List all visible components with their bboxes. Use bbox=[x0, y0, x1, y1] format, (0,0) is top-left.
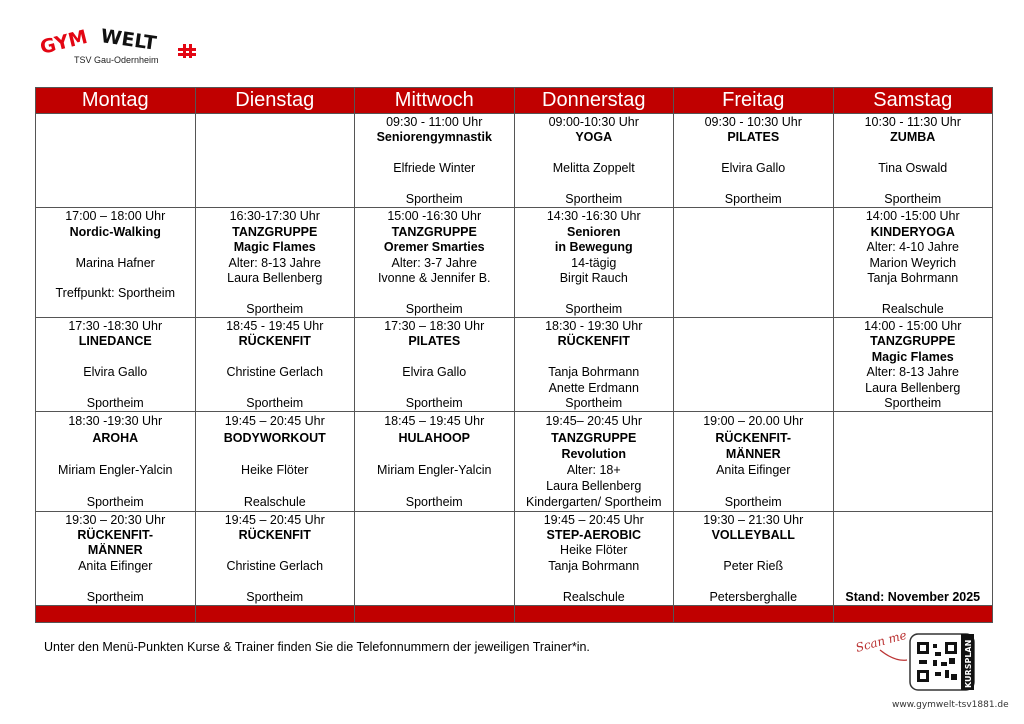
course-cell bbox=[514, 114, 674, 208]
course-detail: Melitta Zoppelt bbox=[552, 161, 635, 176]
empty-cell bbox=[195, 114, 355, 208]
course-detail bbox=[515, 146, 674, 161]
day-header-donnerstag: Donnerstag bbox=[514, 88, 674, 114]
course-cell bbox=[355, 208, 515, 318]
course-detail bbox=[196, 478, 355, 494]
course-detail bbox=[674, 146, 833, 161]
course-cell bbox=[514, 511, 674, 605]
course-detail bbox=[834, 177, 993, 192]
footer-bar-cell bbox=[514, 605, 674, 622]
course-detail: 18:45 - 19:45 Uhr bbox=[226, 319, 324, 334]
course-title: Magic Flames bbox=[233, 240, 316, 255]
day-header-samstag: Samstag bbox=[833, 88, 993, 114]
course-title: STEP-AEROBIC bbox=[546, 527, 641, 542]
course-cell bbox=[833, 208, 993, 318]
course-detail: 17:30 -18:30 Uhr bbox=[68, 319, 163, 334]
course-detail: Heike Flöter bbox=[241, 462, 309, 477]
course-detail: Laura Bellenberg bbox=[546, 479, 642, 494]
course-detail bbox=[834, 528, 993, 543]
course-detail: Alter: 4-10 Jahre bbox=[866, 240, 959, 255]
course-detail: Peter Rieß bbox=[723, 558, 784, 573]
course-title: Nordic-Walking bbox=[69, 224, 161, 239]
course-detail: Alter: 8-13 Jahre bbox=[866, 365, 959, 380]
footer-bar-row bbox=[36, 605, 993, 622]
course-detail bbox=[36, 240, 195, 255]
course-detail bbox=[196, 381, 355, 396]
course-detail: Sportheim bbox=[724, 191, 782, 206]
course-detail bbox=[834, 513, 993, 528]
course-detail: Sportheim bbox=[884, 396, 942, 411]
course-cell bbox=[674, 412, 834, 511]
course-cell bbox=[833, 511, 993, 605]
footer-note: Unter den Menü-Punkten Kurse & Trainer finden Sie die Telefonnummern der jeweiligen Trainer*in. bbox=[44, 640, 590, 654]
course-detail: Anita Eifinger bbox=[78, 558, 153, 573]
course-title: TANZGRUPPE bbox=[551, 430, 637, 445]
course-detail bbox=[196, 446, 355, 462]
course-detail: Laura Bellenberg bbox=[865, 380, 961, 395]
course-detail: 10:30 - 11:30 Uhr bbox=[864, 115, 961, 129]
course-cell bbox=[355, 412, 515, 511]
course-title: Revolution bbox=[561, 446, 627, 461]
course-detail: Sportheim bbox=[565, 396, 623, 411]
course-detail: 14:30 -16:30 Uhr bbox=[546, 209, 641, 224]
course-detail: Elvira Gallo bbox=[721, 161, 786, 176]
course-detail: Sportheim bbox=[246, 396, 304, 411]
course-cell bbox=[674, 511, 834, 605]
course-detail: 09:30 - 10:30 Uhr bbox=[704, 115, 802, 129]
course-title: HULAHOOP bbox=[398, 430, 471, 445]
course-detail: Petersberghalle bbox=[709, 589, 798, 604]
course-detail bbox=[674, 478, 833, 494]
course-detail bbox=[36, 478, 195, 494]
empty-cell bbox=[355, 511, 515, 605]
course-cell bbox=[833, 114, 993, 208]
kursplan-label: KURSPLAN bbox=[964, 639, 973, 688]
course-cell bbox=[355, 318, 515, 412]
course-cell bbox=[674, 114, 834, 208]
course-detail bbox=[355, 446, 514, 462]
course-detail: 18:45 – 19:45 Uhr bbox=[384, 414, 485, 429]
course-detail: 19:30 – 20:30 Uhr bbox=[65, 512, 166, 527]
course-cell bbox=[195, 208, 355, 318]
course-cell bbox=[195, 318, 355, 412]
course-title: Senioren bbox=[567, 224, 621, 239]
qr-url: www.gymwelt-tsv1881.de bbox=[892, 700, 1009, 710]
course-detail bbox=[196, 350, 355, 365]
course-detail: 17:30 – 18:30 Uhr bbox=[384, 319, 485, 334]
course-detail: 15:00 -16:30 Uhr bbox=[387, 209, 482, 224]
course-title: RÜCKENFIT bbox=[238, 527, 311, 542]
course-detail: 19:45 – 20:45 Uhr bbox=[224, 512, 325, 527]
course-detail: Sportheim bbox=[405, 396, 463, 411]
course-detail bbox=[834, 574, 993, 589]
course-cell bbox=[833, 318, 993, 412]
svg-text:WELT: WELT bbox=[99, 25, 158, 55]
course-detail: 14:00 - 15:00 Uhr bbox=[864, 319, 962, 334]
course-detail: Christine Gerlach bbox=[226, 558, 324, 573]
empty-cell bbox=[36, 114, 196, 208]
course-detail: Marion Weyrich bbox=[869, 255, 957, 270]
course-detail bbox=[355, 478, 514, 494]
course-title: AROHA bbox=[92, 430, 139, 445]
course-detail bbox=[674, 543, 833, 558]
course-title: RÜCKENFIT bbox=[238, 334, 311, 349]
day-header-freitag: Freitag bbox=[674, 88, 834, 114]
course-cell bbox=[36, 412, 196, 511]
course-cell bbox=[514, 208, 674, 318]
course-detail bbox=[196, 543, 355, 558]
course-detail: Birgit Rauch bbox=[559, 270, 628, 285]
course-title: RÜCKENFIT- bbox=[77, 527, 154, 542]
course-detail: Tanja Bohrmann bbox=[867, 270, 959, 285]
course-detail bbox=[36, 350, 195, 365]
course-title: VOLLEYBALL bbox=[711, 527, 795, 542]
course-detail bbox=[834, 543, 993, 558]
course-detail: 16:30-17:30 Uhr bbox=[229, 209, 320, 224]
course-detail: Sportheim bbox=[246, 301, 304, 316]
footer-bar-cell bbox=[195, 605, 355, 622]
course-title: in Bewegung bbox=[554, 240, 633, 255]
course-detail: Sportheim bbox=[565, 191, 623, 206]
course-detail: 19:45 – 20:45 Uhr bbox=[543, 512, 644, 527]
course-detail: 19:00 – 20.00 Uhr bbox=[703, 414, 804, 429]
course-detail: Alter: 18+ bbox=[566, 462, 621, 477]
course-title: ZUMBA bbox=[890, 130, 936, 145]
course-detail: Sportheim bbox=[405, 301, 463, 316]
course-cell bbox=[195, 412, 355, 511]
course-detail bbox=[355, 350, 514, 365]
course-detail: 09:30 - 11:00 Uhr bbox=[386, 115, 483, 129]
footer-bar-cell bbox=[36, 605, 196, 622]
course-title: LINEDANCE bbox=[78, 334, 152, 349]
course-title: YOGA bbox=[575, 130, 613, 145]
course-detail: Tina Oswald bbox=[878, 161, 948, 176]
course-detail: Sportheim bbox=[405, 191, 463, 206]
course-detail bbox=[515, 350, 674, 365]
course-detail: Sportheim bbox=[86, 396, 144, 411]
course-title: TANZGRUPPE bbox=[391, 224, 477, 239]
time-slot-row bbox=[36, 412, 993, 511]
course-cell bbox=[36, 511, 196, 605]
gymwelt-logo bbox=[38, 22, 198, 72]
time-slot-row bbox=[36, 208, 993, 318]
course-detail bbox=[355, 381, 514, 396]
course-detail bbox=[515, 574, 674, 589]
qr-code-icon bbox=[917, 642, 957, 682]
course-title: Stand: November 2025 bbox=[845, 589, 981, 604]
course-detail bbox=[196, 286, 355, 301]
qr-code-badge[interactable] bbox=[855, 622, 990, 694]
course-cell bbox=[195, 511, 355, 605]
course-title: RÜCKENFIT bbox=[557, 334, 630, 349]
course-title: RÜCKENFIT- bbox=[715, 430, 792, 445]
course-title: TANZGRUPPE bbox=[870, 334, 956, 349]
gymwelt-logo-wordmark bbox=[38, 22, 198, 58]
course-detail: Sportheim bbox=[724, 495, 782, 510]
course-detail: 19:45– 20:45 Uhr bbox=[545, 414, 643, 429]
day-header-montag: Montag bbox=[36, 88, 196, 114]
course-detail: Realschule bbox=[243, 495, 306, 510]
footer-bar-cell bbox=[833, 605, 993, 622]
course-title: PILATES bbox=[408, 334, 461, 349]
course-detail: 18:30 - 19:30 Uhr bbox=[545, 319, 643, 334]
course-detail: Marina Hafner bbox=[75, 255, 155, 270]
course-detail bbox=[515, 286, 674, 301]
course-detail: Tanja Bohrmann bbox=[548, 558, 640, 573]
club-name: TSV Gau-Odernheim bbox=[74, 55, 159, 65]
course-detail: Sportheim bbox=[246, 589, 304, 604]
course-detail: 19:45 – 20:45 Uhr bbox=[224, 414, 325, 429]
course-detail bbox=[515, 177, 674, 192]
day-header-row bbox=[36, 88, 993, 114]
course-cell bbox=[355, 114, 515, 208]
course-title: Oremer Smarties bbox=[383, 240, 485, 255]
footer-bar-cell bbox=[674, 605, 834, 622]
course-detail: Laura Bellenberg bbox=[227, 270, 323, 285]
course-detail: Realschule bbox=[881, 301, 944, 316]
turner-cross-icon bbox=[178, 44, 196, 58]
course-detail: 17:00 – 18:00 Uhr bbox=[65, 209, 166, 224]
time-slot-row bbox=[36, 318, 993, 412]
course-detail bbox=[834, 286, 993, 301]
course-detail: Sportheim bbox=[86, 589, 144, 604]
empty-cell bbox=[674, 208, 834, 318]
course-detail bbox=[355, 146, 514, 161]
course-detail bbox=[36, 271, 195, 286]
schedule-table bbox=[35, 87, 993, 623]
day-header-dienstag: Dienstag bbox=[195, 88, 355, 114]
course-detail bbox=[36, 574, 195, 589]
course-detail: Sportheim bbox=[86, 495, 144, 510]
course-title: KINDERYOGA bbox=[870, 224, 955, 239]
course-detail: Alter: 8-13 Jahre bbox=[228, 255, 321, 270]
course-title: BODYWORKOUT bbox=[223, 430, 326, 445]
course-detail: 14:00 -15:00 Uhr bbox=[865, 209, 960, 224]
course-cell bbox=[514, 412, 674, 511]
course-title: Magic Flames bbox=[871, 349, 954, 364]
course-detail: Anita Eifinger bbox=[716, 462, 791, 477]
course-detail: 14-tägig bbox=[571, 255, 617, 270]
course-detail bbox=[674, 177, 833, 192]
empty-cell bbox=[833, 412, 993, 511]
course-detail: Alter: 3-7 Jahre bbox=[391, 255, 477, 270]
course-detail bbox=[36, 381, 195, 396]
course-detail: Anette Erdmann bbox=[548, 380, 639, 395]
course-title: Seniorengymnastik bbox=[376, 130, 492, 145]
course-title: PILATES bbox=[727, 130, 780, 145]
course-detail: 09:00-10:30 Uhr bbox=[548, 115, 639, 129]
scan-me-text: Scan me bbox=[855, 627, 909, 655]
footer-bar-cell bbox=[355, 605, 515, 622]
time-slot-row bbox=[36, 114, 993, 208]
course-detail: Elvira Gallo bbox=[83, 365, 148, 380]
day-header-mittwoch: Mittwoch bbox=[355, 88, 515, 114]
course-detail: Sportheim bbox=[884, 191, 942, 206]
course-title: MÄNNER bbox=[87, 543, 143, 558]
course-cell bbox=[514, 318, 674, 412]
course-title: MÄNNER bbox=[725, 446, 781, 461]
course-detail: Sportheim bbox=[565, 301, 623, 316]
course-title: TANZGRUPPE bbox=[232, 224, 318, 239]
course-detail: Heike Flöter bbox=[560, 543, 628, 558]
course-detail: Realschule bbox=[562, 589, 625, 604]
course-detail bbox=[36, 446, 195, 462]
course-detail bbox=[674, 574, 833, 589]
course-detail: Tanja Bohrmann bbox=[548, 365, 640, 380]
course-detail bbox=[355, 286, 514, 301]
course-cell bbox=[36, 208, 196, 318]
course-detail: 19:30 – 21:30 Uhr bbox=[703, 512, 804, 527]
course-detail bbox=[196, 574, 355, 589]
course-detail: Elvira Gallo bbox=[402, 365, 467, 380]
course-cell bbox=[36, 318, 196, 412]
course-detail: Treffpunkt: Sportheim bbox=[55, 286, 175, 301]
time-slot-row bbox=[36, 511, 993, 605]
course-detail: Christine Gerlach bbox=[226, 365, 324, 380]
svg-text:GYM: GYM bbox=[38, 25, 90, 58]
course-detail: Ivonne & Jennifer B. bbox=[377, 270, 491, 285]
course-detail bbox=[355, 177, 514, 192]
empty-cell bbox=[674, 318, 834, 412]
course-detail bbox=[834, 146, 993, 161]
course-detail: Elfriede Winter bbox=[393, 161, 476, 176]
course-detail: Miriam Engler-Yalcin bbox=[377, 462, 492, 477]
course-detail bbox=[834, 559, 993, 574]
course-detail: 18:30 -19:30 Uhr bbox=[68, 414, 163, 429]
course-detail: Kindergarten/ Sportheim bbox=[526, 495, 662, 510]
course-detail: Miriam Engler-Yalcin bbox=[58, 462, 173, 477]
course-detail: Sportheim bbox=[405, 495, 463, 510]
